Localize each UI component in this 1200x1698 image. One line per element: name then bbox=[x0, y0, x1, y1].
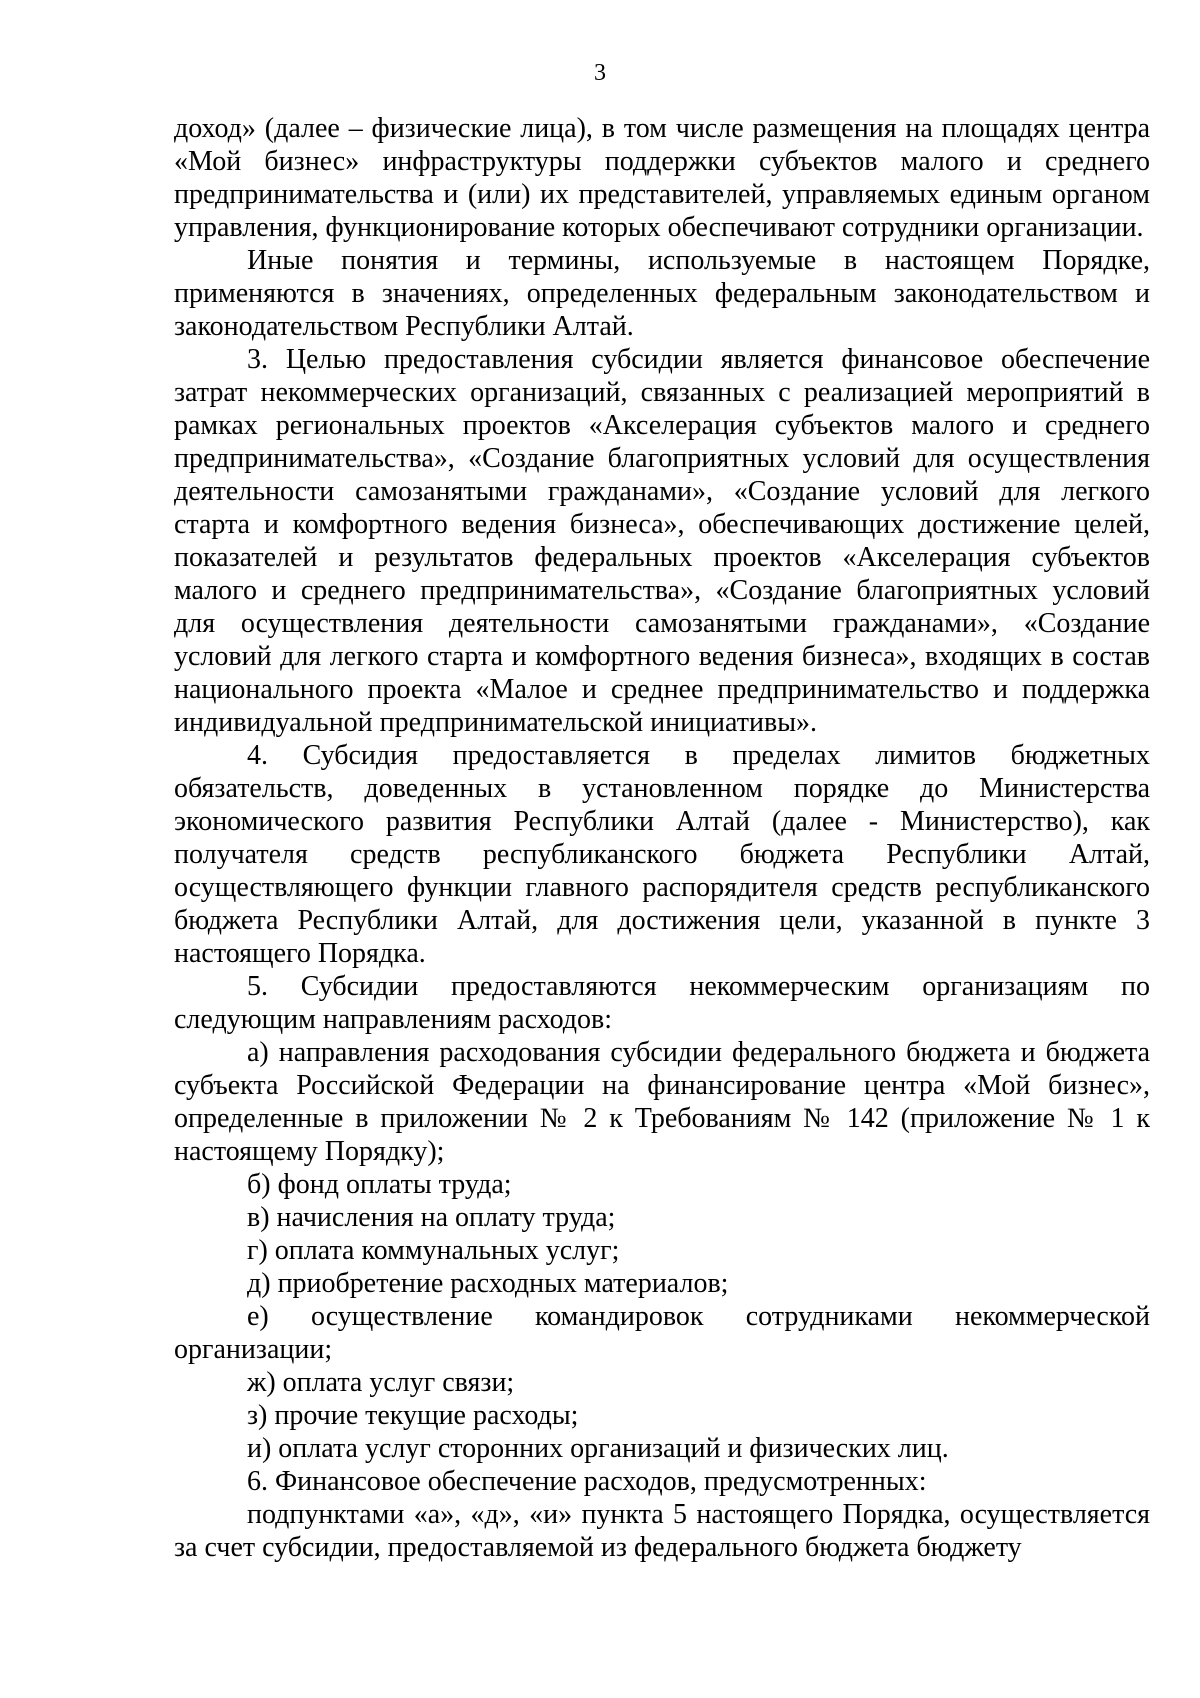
paragraph: Иные понятия и термины, используемые в настоящем Порядке, применяются в значениях, определенных федеральным законодательством и законодательством Республики Алтай. bbox=[174, 245, 1150, 342]
subitem-v: в) начисления на оплату труда; bbox=[247, 1202, 616, 1233]
paragraph: подпунктами «а», «д», «и» пункта 5 настоящего Порядка, осуществляется за счет субсидии, предоставляемой из федерального бюджета бюджету bbox=[174, 1499, 1150, 1563]
document-body bbox=[174, 112, 1150, 1564]
paragraph-item-5: 5. Субсидии предоставляются некоммерческим организациям по следующим направлениям расходов: bbox=[174, 971, 1150, 1035]
subitem-zh: ж) оплата услуг связи; bbox=[247, 1367, 515, 1398]
subitem-g: г) оплата коммунальных услуг; bbox=[247, 1235, 620, 1266]
subitem-e: е) осуществление командировок сотрудниками некоммерческой организации; bbox=[174, 1301, 1150, 1365]
subitem-a: а) направления расходования субсидии федерального бюджета и бюджета субъекта Российской Федерации на финансирование центра «Мой бизнес», определенные в приложении № 2 к Требованиям № 142 (приложение № 1 к настоящему Порядку); bbox=[174, 1037, 1150, 1167]
subitem-b: б) фонд оплаты труда; bbox=[247, 1169, 512, 1200]
page-number: 3 bbox=[594, 60, 606, 86]
subitem-d: д) приобретение расходных материалов; bbox=[247, 1268, 729, 1299]
paragraph-item-4: 4. Субсидия предоставляется в пределах лимитов бюджетных обязательств, доведенных в установленном порядке до Министерства экономического развития Республики Алтай (далее - Министерство), как получателя средств республиканского бюджета Республики Алтай, осуществляющего функции главного распорядителя средств республиканского бюджета Республики Алтай, для достижения цели, указанной в пункте 3 настоящего Порядка. bbox=[174, 740, 1150, 969]
subitem-z: з) прочие текущие расходы; bbox=[247, 1400, 579, 1431]
paragraph: доход» (далее – физические лица), в том числе размещения на площадях центра «Мой бизнес» инфраструктуры поддержки субъектов малого и среднего предпринимательства и (или) их представителей, управляемых единым органом управления, функционирование которых обеспечивают сотрудники организации. bbox=[174, 113, 1150, 243]
paragraph-item-6: 6. Финансовое обеспечение расходов, предусмотренных: bbox=[247, 1466, 927, 1497]
subitem-i: и) оплата услуг сторонних организаций и физических лиц. bbox=[247, 1433, 949, 1464]
paragraph-item-3: 3. Целью предоставления субсидии является финансовое обеспечение затрат некоммерческих организаций, связанных с реализацией мероприятий в рамках региональных проектов «Акселерация субъектов малого и среднего предпринимательства», «Создание благоприятных условий для осуществления деятельности самозанятыми гражданами», «Создание условий для легкого старта и комфортного ведения бизнеса», обеспечивающих достижение целей, показателей и результатов федеральных проектов «Акселерация субъектов малого и среднего предпринимательства», «Создание благоприятных условий для осуществления деятельности самозанятыми гражданами», «Создание условий для легкого старта и комфортного ведения бизнеса», входящих в состав национального проекта «Малое и среднее предпринимательство и поддержка индивидуальной предпринимательской инициативы». bbox=[174, 344, 1150, 738]
